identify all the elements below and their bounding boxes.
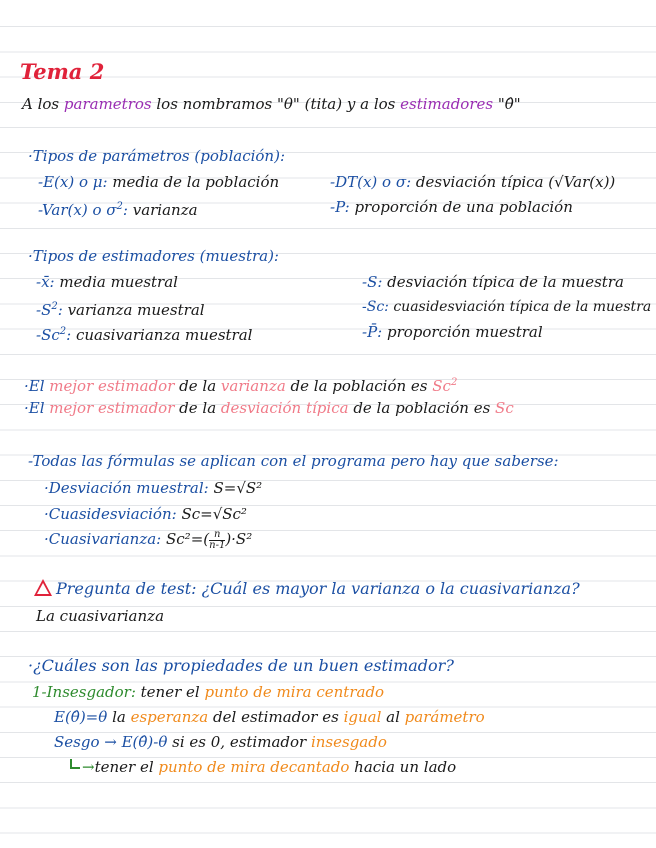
parametro-sup: 2 <box>116 201 123 212</box>
propiedad-detail <box>54 707 485 727</box>
fraction <box>209 530 225 551</box>
estimador-symbol: -Sc <box>36 326 60 344</box>
propiedad-item <box>32 682 384 702</box>
propiedades-question: ·¿Cuáles son las propiedades de un buen estimador? <box>28 656 454 675</box>
propiedad-text: si es 0, estimador <box>167 733 311 751</box>
formula-label: ·Cuasidesviación: <box>44 505 177 523</box>
estimador-item <box>362 272 624 292</box>
estimador-symbol: : <box>57 301 63 319</box>
parametros-highlight: parametros <box>63 95 152 113</box>
intro-text: los nombramos "θ" (tita) <box>151 95 347 113</box>
fraction-numerator: n <box>209 530 225 541</box>
mejor-estimador-highlight: mejor estimador <box>49 399 175 417</box>
parametro-text: varianza <box>127 201 198 219</box>
estimador-symbol: -P̄: <box>362 323 383 341</box>
formula-label: ·Cuasivarianza: <box>44 530 162 548</box>
formula-item <box>44 504 247 524</box>
formula-expression: E(θ̂)=θ <box>54 708 108 726</box>
formula-expression: S=√S² <box>208 479 263 497</box>
mejor-estimador-line <box>24 373 457 396</box>
intro-text: y a los <box>346 95 401 113</box>
varianza-highlight: varianza <box>220 377 286 395</box>
parametro-item <box>330 197 573 217</box>
parametro-text: proporción de una población <box>349 198 573 216</box>
mejor-text: de la <box>174 399 221 417</box>
bullet-text: ·El <box>24 399 50 417</box>
formula-expression: )·S² <box>225 530 253 548</box>
arrow-right-icon: → <box>82 758 95 776</box>
estimator-symbol: Sc <box>432 377 451 395</box>
estimador-sup: 2 <box>59 326 67 337</box>
estimador-symbol: -Sc: <box>362 299 389 315</box>
mejor-text: de la población es <box>285 377 433 395</box>
propiedad-text: del estimador es <box>208 708 344 726</box>
parametro-symbol: : <box>122 201 128 219</box>
intro-line <box>22 94 521 114</box>
propiedad-text: hacia un lado <box>349 758 457 776</box>
parametro-symbol: -P: <box>330 198 350 216</box>
propiedad-text: tener el <box>135 683 205 701</box>
estimador-symbol: : <box>66 326 72 344</box>
propiedad-detail <box>54 732 387 752</box>
parametro-item <box>330 172 615 192</box>
estimador-symbol: -S <box>36 301 52 319</box>
formula-expression: Sc=√Sc² <box>176 505 247 523</box>
page-title: Tema 2 <box>20 59 105 84</box>
estimador-symbol: -S: <box>362 273 383 291</box>
propiedad-label: 1-Insesgador: <box>32 683 136 701</box>
propiedad-text: al <box>381 708 405 726</box>
esperanza-highlight: esperanza <box>130 708 209 726</box>
pregunta-answer: La cuasivarianza <box>36 607 165 625</box>
fraction-denominator: n-1 <box>209 539 226 551</box>
bullet-text: ·El <box>24 377 50 395</box>
tipos-parametros-heading: ·Tipos de parámetros (población): <box>28 147 285 165</box>
intro-text: A los <box>22 95 64 113</box>
formula-label: ·Desviación muestral: <box>44 479 209 497</box>
insesgado-highlight: insesgado <box>310 733 387 751</box>
parametro-symbol: -E(x) o μ: <box>38 173 108 191</box>
mejor-estimador-line <box>24 398 514 418</box>
parametro-highlight: parámetro <box>404 708 485 726</box>
estimador-item <box>362 297 651 317</box>
estimador-text: desviación típica de la muestra <box>382 273 624 291</box>
igual-highlight: igual <box>343 708 382 726</box>
propiedad-text: tener el <box>94 758 159 776</box>
estimador-item <box>36 297 205 320</box>
mejor-text: de la población es <box>348 399 496 417</box>
formula-item <box>44 478 262 498</box>
estimador-item <box>36 322 252 345</box>
parametro-text: media de la población <box>107 173 280 191</box>
warning-triangle-icon <box>34 579 52 596</box>
desviacion-highlight: desviación típica <box>220 399 349 417</box>
mejor-text: de la <box>174 377 221 395</box>
intro-text: "θ̂" <box>493 95 521 113</box>
mejor-estimador-highlight: mejor estimador <box>49 377 175 395</box>
elbow-arrow-icon <box>70 759 80 769</box>
formula-expression: Sc²=( <box>161 530 210 548</box>
estimador-text: proporción muestral <box>382 323 543 341</box>
parametro-item <box>38 172 279 192</box>
formula-item <box>44 529 252 551</box>
estimador-item <box>36 272 178 292</box>
tipos-estimadores-heading: ·Tipos de estimadores (muestra): <box>28 247 279 265</box>
parametro-symbol: -DT(x) o σ: <box>330 173 412 191</box>
parametro-symbol: -Var(x) o σ <box>38 201 117 219</box>
propiedad-text: la <box>107 708 131 726</box>
sesgo-formula: Sesgo → E(θ̂)-θ <box>54 733 168 751</box>
estimador-symbol: -x̄: <box>36 273 55 291</box>
parametro-item <box>38 197 198 220</box>
estimador-item <box>362 322 543 342</box>
estimador-text: varianza muestral <box>62 301 205 319</box>
pregunta-text: Pregunta de test: ¿Cuál es mayor la varianza o la cuasivarianza? <box>56 579 580 598</box>
estimador-sup: 2 <box>51 301 58 312</box>
estimador-text: cuasivarianza muestral <box>71 326 253 344</box>
estimador-text: cuasidesviación típica de la muestra <box>388 299 652 315</box>
estimator-symbol: Sc <box>495 399 514 417</box>
parametro-text: desviación típica (√Var(x)) <box>411 173 616 191</box>
propiedad-highlight: punto de mira centrado <box>204 683 385 701</box>
estimadores-highlight: estimadores <box>400 95 494 113</box>
estimator-sup: 2 <box>450 377 458 388</box>
decantado-highlight: punto de mira decantado <box>158 758 350 776</box>
pregunta-line <box>34 579 580 599</box>
propiedad-detail <box>70 757 456 777</box>
formulas-heading: -Todas las fórmulas se aplican con el programa pero hay que saberse: <box>28 452 559 470</box>
estimador-text: media muestral <box>54 273 178 291</box>
